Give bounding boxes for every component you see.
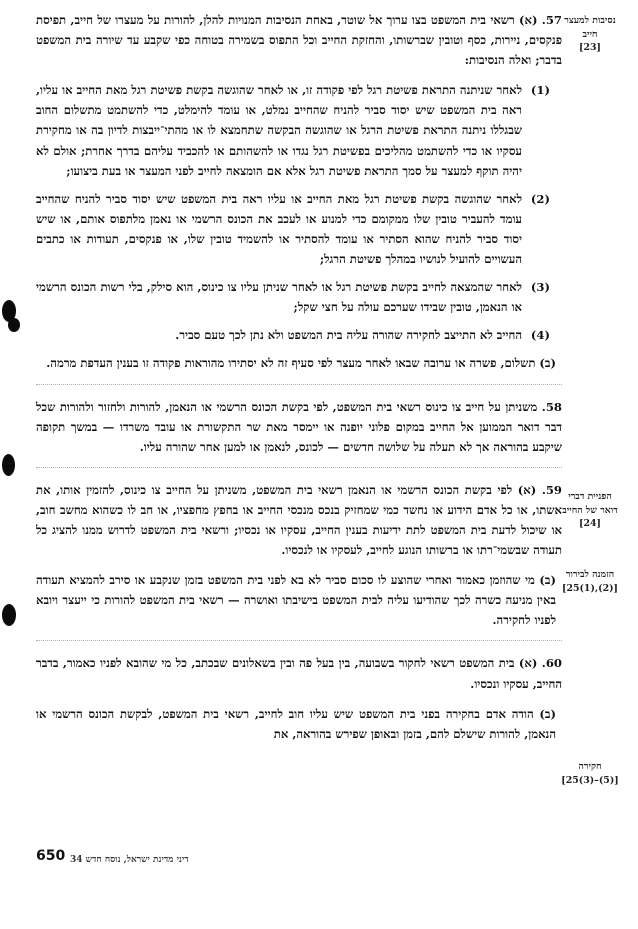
section-60-b: (ב) הודה אדם בחקירה בפני בית המשפט שיש עליו חוב לחייב, רשאי בית המשפט, לבקשת הכונס הרשמי או הנאמן, להורות שישלם להם, בזמן ובאופן שפירש בהוראה, את [36, 706, 556, 741]
punch-hole [2, 454, 15, 476]
margin-note-line: [24] [579, 518, 601, 529]
margin-note-line: נסיבות למעצר [564, 15, 616, 26]
margin-note-line: הזמנה לבירור [565, 569, 615, 580]
running-footer: דיני מדינת ישראל, נוסח חדש 34 [70, 855, 189, 865]
section-57-item-1 [36, 80, 562, 180]
item-text: לאחר שניתנה התראת פשיטת רגל לפי פקודה זו, או לאחר שהוגשה בקשת פשיטת רגל מאת החייב או עליו, ראה בית המשפט שיש יסוד סביר להניח שהחייב נמלט, או עומד להימלט, כדי להשתמט מתשלום החוב שבגללו ניתנה התראת פשיטת הרגל או שהוגשה הבקשה שתחמצא לו או מהתי־ייבצות לדיון בה או מחקירת עסקיו או כדי להשתמט מהליכים בפשיטת רגל נגדו או להשהותם או להכביד עליהם בדרך אחרת; אולם לא יהיה תוקף למעצר על סמך התראת פשיטת רגל אלא אם הומצאה לחייב לפני המעצר או בעת ביצועו; [36, 83, 522, 178]
section-59-a: 59. (א) לפי בקשת הכונס הרשמי או הנאמן רשאי בית המשפט, משניתן על החייב צו כינוס, להזמין אותו, את אשתו, או כל אדם הידוע או נחשד כמי שמחזיק בנכס מנכסי החייב או בחפץ מחפציו, או חב לו כשהוא מחשב חוב, או שיכול לדעת בית המשפט לתת ידיעות בענין החייב, עסקיו או נכסיו; ורשאי בית המשפט לדרוש ממנו להציג כל תעודה שבשמי־רתו או ברשותו הנוגע לחייב, לעסקיו או לנכסיו. [36, 482, 562, 558]
item-label: (3) [530, 280, 550, 295]
margin-note [548, 760, 632, 787]
section-57-intro: 57. (א) רשאי בית המשפט בצו ערוך אל שוטר, באחת הנסיבות המנויות להלן, להורות על מעצרו של חייב, תפיסת פנקסים, ניירות, כסף וטובין שברשותו, והחזקת החייב וכל התפוס בשמירה בטוחה כפי שקבע עד שיורה בית המשפט בדבר; ואלה הנסיבות: [36, 13, 562, 68]
section-57-item-3 [36, 277, 562, 317]
section-57-item-2 [36, 189, 562, 269]
margin-note-line: [(2),(1)25] [562, 582, 618, 594]
punch-hole [8, 318, 20, 332]
item-label: (4) [530, 328, 550, 343]
section-divider [36, 467, 562, 468]
main-text-column [36, 10, 562, 754]
section-57-item-4 [36, 325, 562, 345]
margin-note-line: [(5)–(3)25] [561, 774, 619, 786]
margin-note-line: דואר של החייב [562, 504, 618, 516]
item-text: לאחר שהוגשה בקשת פשיטת רגל מאת החייב או עליו ראה בית המשפט שיש יסוד סביר להניח שהחייב עומד להעביר טובין שלו ממקומם כדי למנוע או לעכב את הכונס הרשמי או נאמן מלתפוס אותם, או שיש יסוד סביר להניח שהוא הסתיר או עומד להסתיר או להשמיד טובין שלו, או פנקסים, תעודות או כתבים העשויים להועיל לנושיו במהלך פשיטת הרגל; [36, 191, 522, 267]
margin-note-line: חקירה [578, 761, 602, 772]
page-footer [36, 848, 602, 874]
item-text: לאחר שהמצאה לחייב בקשת פשיטת רגל או לאחר שניתן עליו צו כינוס, הוא סילק, בלי רשות הכונס הרשמי או הנאמן, טובין שבידו שערכם עולה על חצי שקל; [36, 280, 522, 315]
item-text: החייב לא התייצב לחקירה שהורה עליה בית המשפט ולא נתן לכך טעם סביר. [175, 328, 522, 343]
section-57-b: (ב) תשלום, פשרה או ערובה שבאו לאחר מעצר לפי סעיף זה לא יסתירו מהוראות פקודה זו בענין העדפת מרמה. [46, 356, 556, 371]
section-60 [36, 653, 562, 743]
page-number: 650 [36, 848, 66, 864]
section-divider [36, 640, 562, 641]
section-57 [36, 10, 562, 374]
item-label: (1) [530, 83, 550, 98]
section-60-a: 60. (א) בית המשפט רשאי לחקור בשבועה, בין בעל פה ובין בשאלונים שבכתב, כל מי שהובא לפניו כאמור, בדבר החייב, עסקיו ונכסיו. [36, 656, 562, 691]
margin-note-line: [23] [579, 42, 601, 53]
item-label: (2) [530, 191, 550, 206]
section-58-text: 58. משניתן על חייב צו כינוס רשאי בית המשפט, לפי בקשת הכונס הרשמי או הנאמן, להורות ולחזור ולהורות שכל דבר דואר הממוען אל החייב במקום פלוני יופנה או יימסר מאת שר התקשורת או עובד משרדו — במשך תקופה שיקבע בהוראה אך לא תעלה על שלושה חדשים — לכונס, לנאמן או למען אחר שהורה עליו. [36, 399, 562, 454]
section-59 [36, 480, 562, 631]
section-58 [36, 397, 562, 457]
section-divider [36, 384, 562, 385]
margin-note-line: הפניית דברי [568, 491, 612, 502]
section-59-b: (ב) מי שהוזמן כאמור ואחרי שהוצע לו סכום סביר לא בא לפני בית המשפט בזמן שנקבע או סירב להמציא תעודה באין מניעה כשרה לכך שהודיעו עליה לבית המשפט בישיבתו ואושרה — רשאי בית המשפט להורות כי ייעצר ויובא לפניו לחקירה. [36, 573, 556, 628]
margin-note-line: חייב [582, 28, 598, 40]
punch-hole [2, 604, 16, 626]
